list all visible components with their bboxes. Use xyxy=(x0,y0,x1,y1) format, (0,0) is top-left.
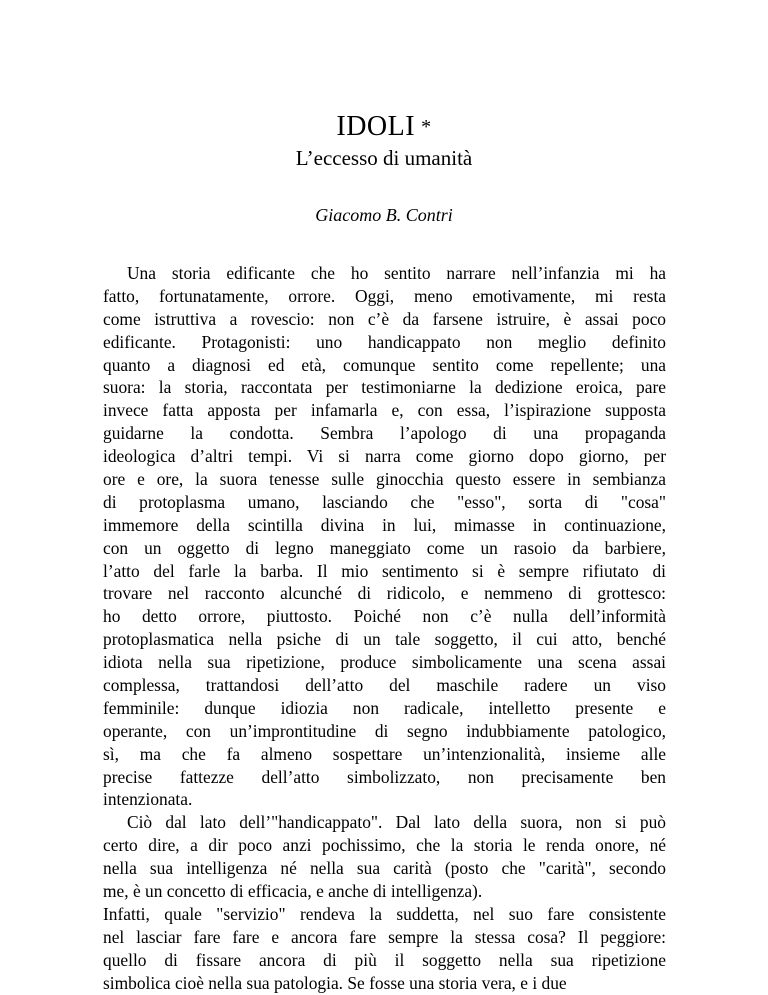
body-line: nella sua intelligenza né nella sua carità (posto che "carità", secondo xyxy=(103,858,666,879)
body-line: nel lasciar fare fare e ancora fare sempre la stessa cosa? Il peggiore: xyxy=(103,926,666,947)
body-line: con un oggetto di legno maneggiato come un rasoio da barbiere, xyxy=(103,537,666,558)
body-line: l’atto del farle la barba. Il mio sentimento si è sempre rifiutato di xyxy=(103,560,666,581)
document-subtitle: L’eccesso di umanità xyxy=(295,146,473,170)
body-line: quello di fissare ancora di più il soggetto nella sua ripetizione xyxy=(103,949,666,970)
body-line: Infatti, quale "servizio" rendeva la suddetta, nel suo fare consistente xyxy=(103,903,666,924)
body-line: invece fatta apposta per infamarla e, con essa, l’ispirazione supposta xyxy=(103,400,666,421)
body-line: certo dire, a dir poco anzi pochissimo, che la storia le renda onore, né xyxy=(103,835,666,856)
body-line: ore e ore, la suora tenesse sulle ginocchia questo essere in sembianza xyxy=(103,469,666,490)
body-line: simbolica cioè nella sua patologia. Se fosse una storia vera, e i due xyxy=(103,972,567,993)
body-line: ideologica d’altri tempi. Vi si narra come giorno dopo giorno, per xyxy=(103,446,666,467)
title-line xyxy=(0,110,768,144)
body-line: protoplasmatica nella psiche di un tale soggetto, il cui atto, benché xyxy=(103,629,666,650)
body-line: Una storia edificante che ho sentito narrare nell’infanzia mi ha xyxy=(127,263,666,283)
body-line: quanto a diagnosi ed età, comunque sentito come repellente; una xyxy=(103,354,666,375)
body-line: fatto, fortunatamente, orrore. Oggi, meno emotivamente, mi resta xyxy=(103,285,666,306)
body-line: operante, con un’improntitudine di segno indubbiamente patologico, xyxy=(103,720,666,741)
body-line: edificante. Protagonisti: uno handicappato non meglio definito xyxy=(103,331,666,352)
body-line: complessa, trattandosi dell’atto del maschile radere un viso xyxy=(103,675,666,696)
body-line: sì, ma che fa almeno sospettare un’intenzionalità, insieme alle xyxy=(103,743,666,764)
body-line: ho detto orrore, piuttosto. Poiché non c’è nulla dell’informità xyxy=(103,606,666,627)
body-line: di protoplasma umano, lasciando che "esso", sorta di "cosa" xyxy=(103,491,666,512)
body-line: guidarne la condotta. Sembra l’apologo di una propaganda xyxy=(103,423,666,444)
body-line: femminile: dunque idiozia non radicale, intelletto presente e xyxy=(103,697,666,718)
body-line: come istruttiva a rovescio: non c’è da farsene istruire, è assai poco xyxy=(103,308,666,329)
body-text xyxy=(103,262,666,995)
body-line: trovare nel racconto alcunché di ridicolo, e nemmeno di grottesco: xyxy=(103,583,666,604)
document-title: IDOLI xyxy=(336,111,416,142)
body-line: intenzionata. xyxy=(103,789,193,810)
body-line: Ciò dal lato dell’"handicappato". Dal lato della suora, non si può xyxy=(127,812,666,833)
body-line: immemore della scintilla divina in lui, mimasse in continuazione, xyxy=(103,514,666,535)
body-line: idiota nella sua ripetizione, produce simbolicamente una scena assai xyxy=(103,652,666,673)
title-footnote-marker: * xyxy=(421,116,432,138)
body-line: me, è un concetto di efficacia, e anche di intelligenza). xyxy=(103,881,483,902)
author-name: Giacomo B. Contri xyxy=(315,205,453,225)
body-line: suora: la storia, raccontata per testimoniarne la dedizione eroica, pare xyxy=(103,377,666,398)
body-line: precise fattezze dell’atto simbolizzato, non precisamente ben xyxy=(103,766,666,787)
